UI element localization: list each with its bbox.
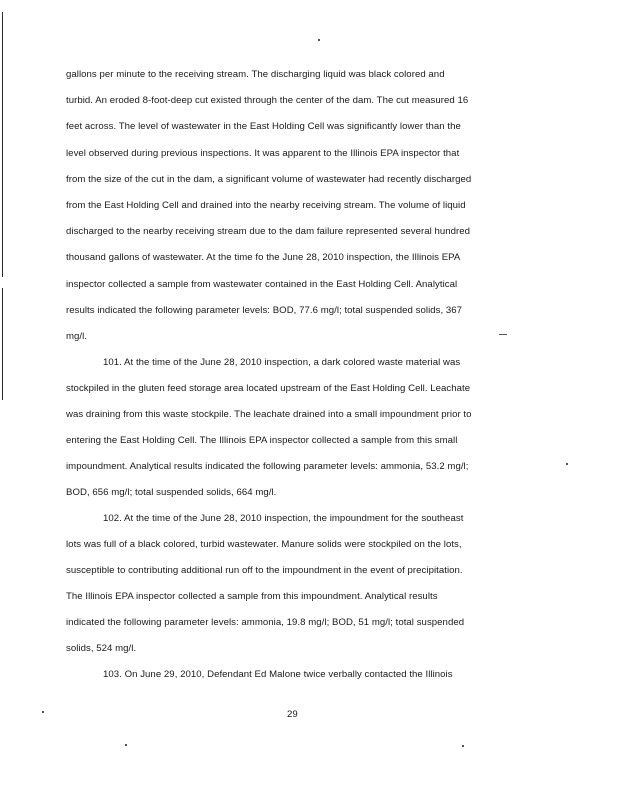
body-text-line: susceptible to contributing additional run off to the impoundment in the event of precipitation. [66, 565, 463, 576]
body-text-line: gallons per minute to the receiving stream. The discharging liquid was black colored and [66, 69, 445, 80]
body-text-line: thousand gallons of wastewater. At the time fo the June 28, 2010 inspection, the Illinois EPA [66, 252, 461, 263]
body-text-line: from the East Holding Cell and drained into the nearby receiving stream. The volume of liquid [66, 200, 466, 211]
scan-speck [125, 744, 127, 746]
margin-rule [2, 12, 3, 277]
body-text-line: level observed during previous inspections. It was apparent to the Illinois EPA inspector that [66, 148, 460, 159]
body-text-line: impoundment. Analytical results indicated the following parameter levels: ammonia, 53.2 mg/l; [66, 461, 469, 472]
scan-speck [318, 39, 320, 41]
scan-speck [462, 745, 464, 747]
scan-speck [566, 463, 568, 465]
body-text-line: BOD, 656 mg/l; total suspended solids, 664 mg/l. [66, 487, 277, 498]
body-text-line: mg/l. [66, 331, 88, 342]
page-number: 29 [287, 709, 298, 720]
scan-speck [499, 334, 507, 335]
body-text-line: solids, 524 mg/l. [66, 643, 137, 654]
paragraph-103-first-line: 103. On June 29, 2010, Defendant Ed Malone twice verbally contacted the Illinois [103, 669, 453, 680]
body-text-line: was draining from this waste stockpile. The leachate drained into a small impoundment prior to [66, 409, 472, 420]
body-text-line: lots was full of a black colored, turbid wastewater. Manure solids were stockpiled on the lots, [66, 539, 462, 550]
body-text-line: The Illinois EPA inspector collected a sample from this impoundment. Analytical results [66, 591, 438, 602]
body-text-line: from the size of the cut in the dam, a significant volume of wastewater had recently discharged [66, 174, 472, 185]
margin-rule [2, 288, 3, 400]
body-text-line: discharged to the nearby receiving stream due to the dam failure represented several hundred [66, 226, 471, 237]
paragraph-102-first-line: 102. At the time of the June 28, 2010 inspection, the impoundment for the southeast [103, 513, 464, 524]
paragraph-101-first-line: 101. At the time of the June 28, 2010 inspection, a dark colored waste material was [103, 357, 461, 368]
body-text-line: results indicated the following parameter levels: BOD, 77.6 mg/l; total suspended solids, 367 [66, 305, 463, 316]
body-text-line: indicated the following parameter levels: ammonia, 19.8 mg/l; BOD, 51 mg/l; total suspended [66, 617, 465, 628]
body-text-line: feet across. The level of wastewater in the East Holding Cell was significantly lower than the [66, 121, 461, 132]
scan-speck [42, 711, 44, 713]
body-text-line: turbid. An eroded 8-foot-deep cut existed through the center of the dam. The cut measured 16 [66, 95, 469, 106]
body-text-line: entering the East Holding Cell. The Illinois EPA inspector collected a sample from this small [66, 435, 458, 446]
body-text-line: inspector collected a sample from wastewater contained in the East Holding Cell. Analytical [66, 279, 458, 290]
body-text-line: stockpiled in the gluten feed storage area located upstream of the East Holding Cell. Leachate [66, 383, 471, 394]
